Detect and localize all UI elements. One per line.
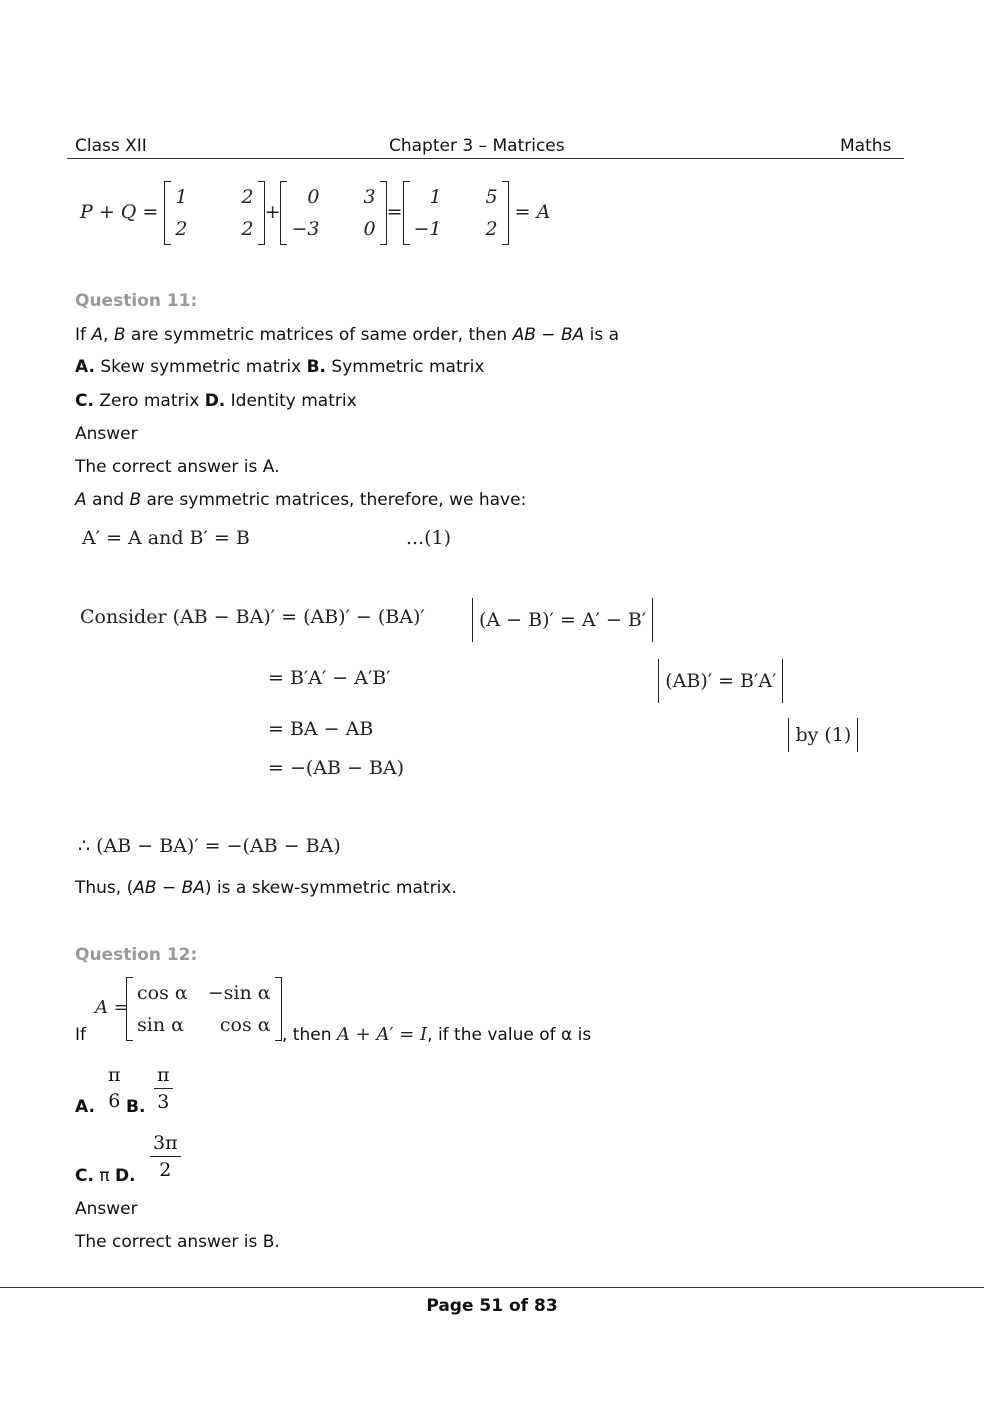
equation-1-tag: ...(1) <box>406 527 452 549</box>
correct-answer: The correct answer is A. <box>75 457 280 477</box>
symmetric-statement: A and B are symmetric matrices, therefore, we have: <box>75 490 527 510</box>
header-subject: Maths <box>840 136 892 156</box>
q12-option-a-fraction: π 6 <box>108 1064 121 1112</box>
derivation-line-2: = B′A′ − A′B′ <box>268 667 391 689</box>
header-rule <box>67 158 904 159</box>
q12-option-a-key: A. <box>75 1097 95 1117</box>
equation-1: A′ = A and B′ = B <box>82 527 250 549</box>
matrix-q: 0 3 −3 0 <box>280 181 386 245</box>
matrix-p: 1 2 2 2 <box>164 181 264 245</box>
derivation-line-4: = −(AB − BA) <box>268 757 405 779</box>
q12-option-d-fraction: $\frac{3\pi}{2}$ <box>150 1130 181 1183</box>
derivation-reason-2: (AB)′ = B′A′ <box>658 659 783 703</box>
conclusion: Thus, (AB − BA) is a skew-symmetric matrix. <box>75 878 457 898</box>
option-a-key: A. <box>75 357 95 377</box>
option-c-key: C. <box>75 391 94 411</box>
derivation-reason-1: (A − B)′ = A′ − B′ <box>472 598 653 642</box>
option-c-text: Zero matrix <box>93 391 205 411</box>
question-11-heading: Question 11: <box>75 291 198 311</box>
q12-option-b-key: B. <box>126 1097 146 1117</box>
question-11-options-ab <box>75 356 484 378</box>
option-b-text: Symmetric matrix <box>326 357 485 377</box>
q12-option-b-fraction: $\frac{\pi}{3}$ <box>154 1062 173 1115</box>
header-class: Class XII <box>75 136 147 156</box>
question-11-stem: If A, B are symmetric matrices of same order, then AB − BA is a <box>75 325 620 345</box>
q12-matrix: cos α −sin α sin α cos α <box>126 977 282 1041</box>
pq-lhs: P + Q = <box>80 201 159 223</box>
q12-answer-label: Answer <box>75 1199 138 1219</box>
answer-label: Answer <box>75 424 138 444</box>
option-d-key: D. <box>204 391 226 411</box>
q12-a-eq: A = <box>95 997 129 1018</box>
page-number: Page 51 of 83 <box>426 1296 558 1316</box>
option-d-text: Identity matrix <box>225 391 357 411</box>
footer-rule <box>0 1287 984 1288</box>
q12-correct-answer: The correct answer is B. <box>75 1232 280 1252</box>
q12-options-cd: C. π D. <box>75 1166 136 1186</box>
option-b-key: B. <box>306 357 327 377</box>
option-a-text: Skew symmetric matrix <box>94 357 307 377</box>
derivation-line-3: = BA − AB <box>268 718 374 740</box>
therefore-line: ∴ (AB − BA)′ = −(AB − BA) <box>78 835 341 857</box>
question-12-if: If <box>75 1025 86 1045</box>
derivation-reason-3: by (1) <box>788 718 858 752</box>
header-chapter: Chapter 3 – Matrices <box>389 136 565 156</box>
question-11-options-cd <box>75 390 357 412</box>
pq-equation: P + Q = 1 2 2 2 + 0 3 −3 0 = 1 5 −1 2 = A <box>80 181 550 245</box>
pq-rhs: = A <box>514 201 551 223</box>
q12-condition: , then A + A′ = I, if the value of α is <box>282 1024 592 1045</box>
question-12-heading: Question 12: <box>75 945 198 965</box>
matrix-sum: 1 5 −1 2 <box>403 181 509 245</box>
derivation-line-1: Consider (AB − BA)′ = (AB)′ − (BA)′ <box>80 606 425 628</box>
